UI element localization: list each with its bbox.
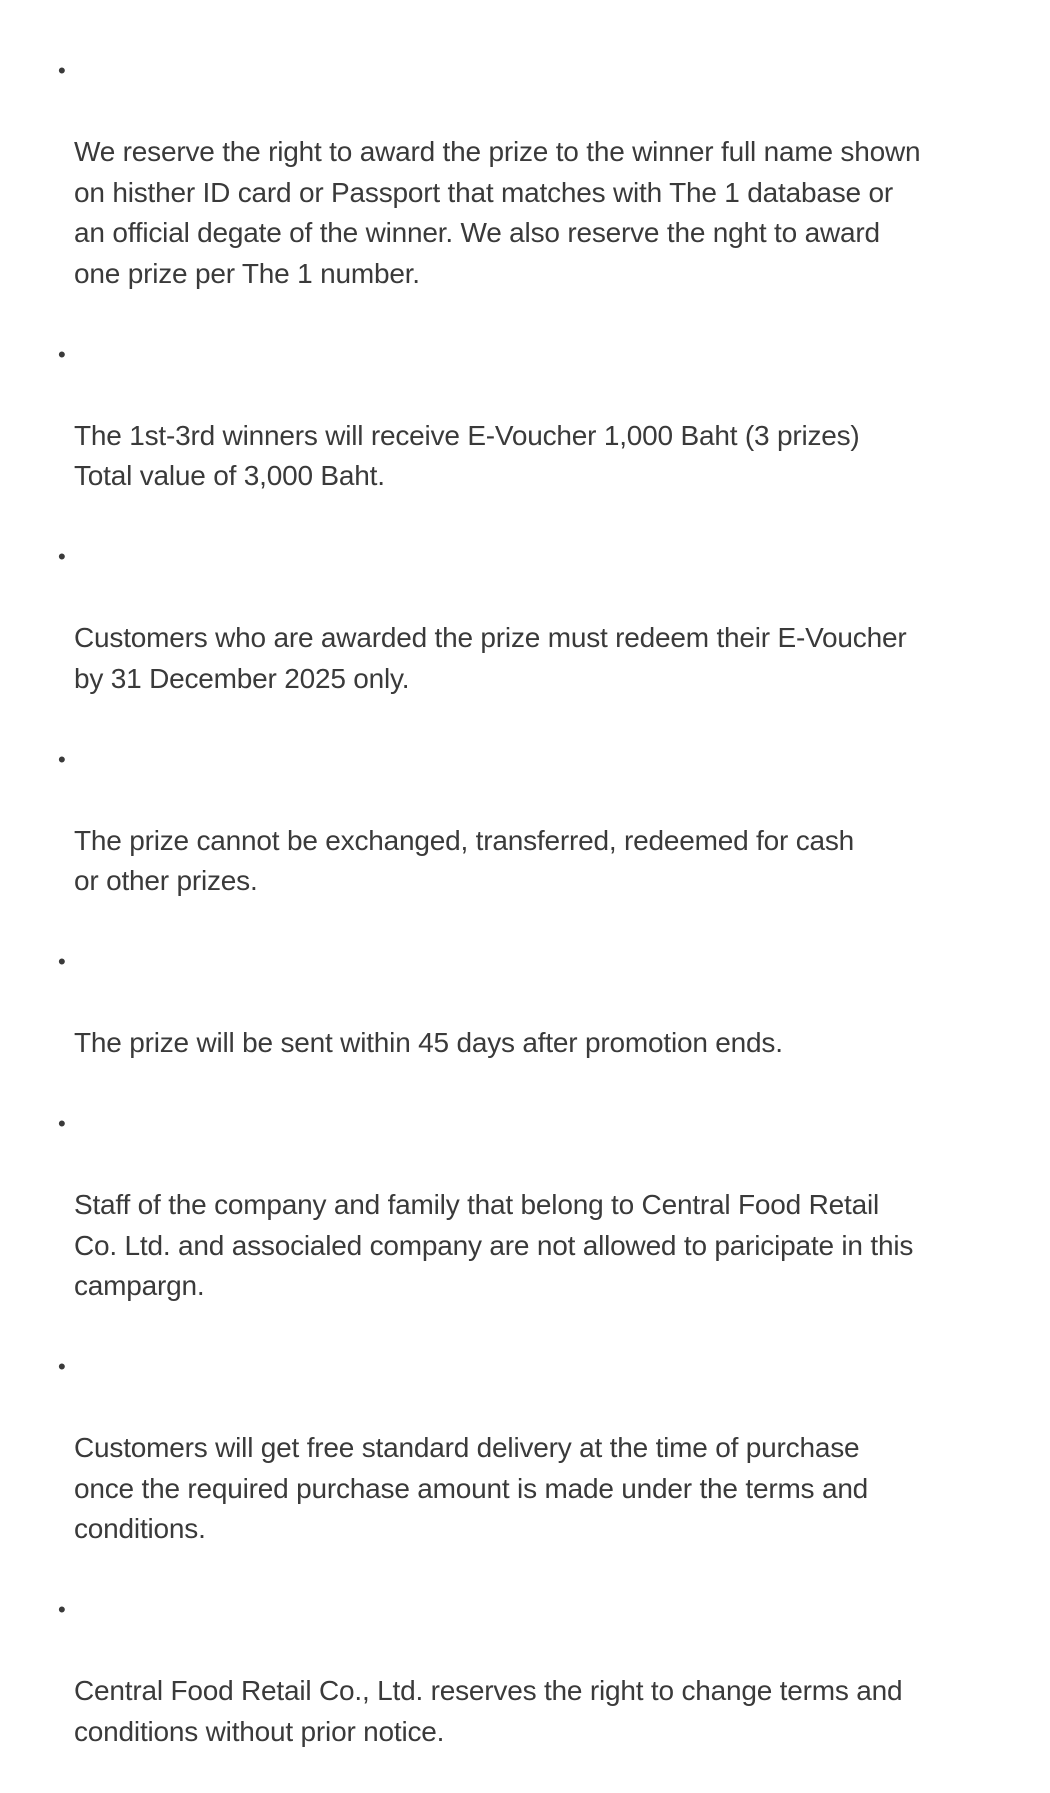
bullet-icon: •: [58, 949, 66, 974]
bullet-icon: •: [58, 341, 66, 367]
term-item: [58, 1590, 998, 1793]
bullet-icon: •: [58, 544, 66, 569]
term-item: [58, 1347, 998, 1590]
bullet-icon: •: [58, 58, 66, 83]
term-text: The 1st-3rd winners will receive E-Voucher 1,000 Baht (3 prizes) Total value of 3,000 Baht.: [74, 419, 860, 491]
term-item: [58, 335, 998, 538]
term-item: [58, 740, 998, 943]
term-item: [58, 1104, 998, 1347]
term-item: [58, 51, 998, 335]
bullet-icon: •: [58, 1111, 66, 1136]
bullet-icon: •: [58, 1597, 66, 1622]
bullet-icon: •: [58, 746, 66, 772]
term-item: [58, 942, 998, 1104]
term-item: [58, 537, 998, 740]
terms-list: [58, 51, 998, 1793]
term-text: We reserve the right to award the prize to the winner full name shown on histher ID card or Passport that matches with The 1 database or an official degate of the winner. We also reserve the nght to award one prize per The 1 number.: [74, 136, 921, 289]
term-text: Customers will get free standard delivery at the time of purchase once the required purchase amount is made under the terms and conditions.: [74, 1432, 869, 1544]
term-text: The prize cannot be exchanged, transferred, redeemed for cash or other prizes.: [74, 824, 855, 896]
bullet-icon: •: [58, 1354, 66, 1379]
term-text: Staff of the company and family that belong to Central Food Retail Co. Ltd. and associaled company are not allowed to paricipate in this campargn.: [74, 1189, 914, 1301]
term-text: Central Food Retail Co., Ltd. reserves the right to change terms and conditions without prior notice.: [74, 1675, 903, 1747]
term-text: Customers who are awarded the prize must redeem their E-Voucher by 31 December 2025 only.: [74, 622, 907, 694]
term-text: The prize will be sent within 45 days after promotion ends.: [74, 1027, 783, 1058]
